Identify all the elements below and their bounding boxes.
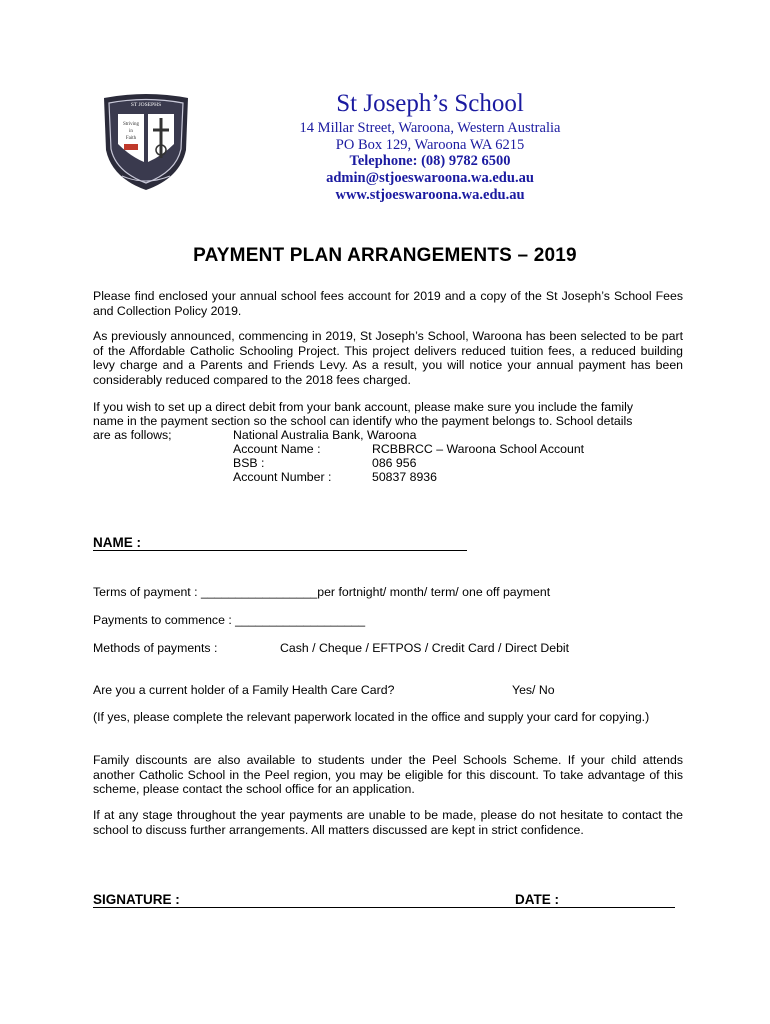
bsb-value: 086 956 — [372, 456, 417, 470]
school-crest-logo — [100, 92, 192, 192]
family-discount-paragraph: Family discounts are also available to students under the Peel Schools Scheme. If your child attends another Catholic School in the Peel region, you may be eligible for this discount. To take advantage of this scheme, please contact the school office for an application. — [93, 753, 683, 796]
account-number-value: 50837 8936 — [372, 470, 437, 484]
school-telephone: Telephone: (08) 9782 6500 — [349, 153, 511, 169]
account-name-value: RCBBRCC – Waroona School Account — [372, 442, 585, 456]
document-title: PAYMENT PLAN ARRANGEMENTS – 2019 — [193, 245, 577, 266]
direct-debit-line-1: If you wish to set up a direct debit from your bank account, please make sure you include the family — [93, 400, 633, 414]
terms-options: per fortnight/ month/ term/ one off payment — [317, 585, 551, 599]
commence-blank-field[interactable]: ___________________ — [235, 613, 366, 627]
terms-of-payment-row — [93, 585, 550, 599]
commence-label: Payments to commence : — [93, 613, 236, 627]
crest-motto-2: in — [129, 129, 133, 134]
school-website: www.stjoeswaroona.wa.edu.au — [335, 187, 525, 203]
school-address-line-1: 14 Millar Street, Waroona, Western Australia — [299, 120, 561, 136]
crest-top-text: ST JOSEPHS — [130, 102, 162, 108]
terms-label: Terms of payment : — [93, 585, 201, 599]
signature-label: SIGNATURE : — [93, 892, 180, 907]
bank-name: National Australia Bank, Waroona — [233, 428, 417, 442]
direct-debit-line-2: name in the payment section so the school can identify who the payment belongs to. School details — [93, 414, 633, 428]
name-field-line[interactable] — [93, 550, 467, 551]
school-name: St Joseph’s School — [336, 90, 524, 117]
school-address-line-2: PO Box 129, Waroona WA 6215 — [335, 137, 525, 153]
account-name-label: Account Name : — [233, 442, 321, 456]
affordable-schooling-paragraph: As previously announced, commencing in 2019, St Joseph’s School, Waroona has been selected to be part of the Affordable Catholic Schooling Project. This project delivers reduced tuition fees, a reduced building levy charge and a Parents and Friends Levy. As a result, you will notice your annual payment has been considerably reduced compared to the 2018 fees charged. — [93, 329, 683, 387]
methods-label: Methods of payments : — [93, 641, 218, 655]
intro-paragraph: Please find enclosed your annual school fees account for 2019 and a copy of the St Joseph’s School Fees and Collection Policy 2019. — [93, 289, 683, 318]
crest-motto-3: Faith — [125, 136, 137, 141]
date-label: DATE : — [515, 892, 559, 907]
bsb-label: BSB : — [233, 456, 265, 470]
signature-field-line[interactable] — [93, 907, 675, 908]
direct-debit-line-3: are as follows; — [93, 428, 172, 442]
health-card-note: (If yes, please complete the relevant paperwork located in the office and supply your card for copying.) — [93, 710, 650, 724]
health-card-options: Yes/ No — [512, 683, 555, 697]
account-number-label: Account Number : — [233, 470, 332, 484]
payments-note-paragraph: If at any stage throughout the year payments are unable to be made, please do not hesitate to contact the school to discuss further arrangements. All matters discussed are kept in strict confidence. — [93, 808, 683, 837]
terms-blank-field[interactable]: _________________ — [200, 585, 318, 599]
name-label: NAME : — [93, 535, 141, 550]
methods-options: Cash / Cheque / EFTPOS / Credit Card / Direct Debit — [280, 641, 570, 655]
school-email: admin@stjoeswaroona.wa.edu.au — [326, 170, 534, 186]
payments-commence-row — [93, 613, 365, 627]
health-card-question: Are you a current holder of a Family Health Care Card? — [93, 683, 395, 697]
crest-motto-1: Striving — [122, 122, 140, 127]
